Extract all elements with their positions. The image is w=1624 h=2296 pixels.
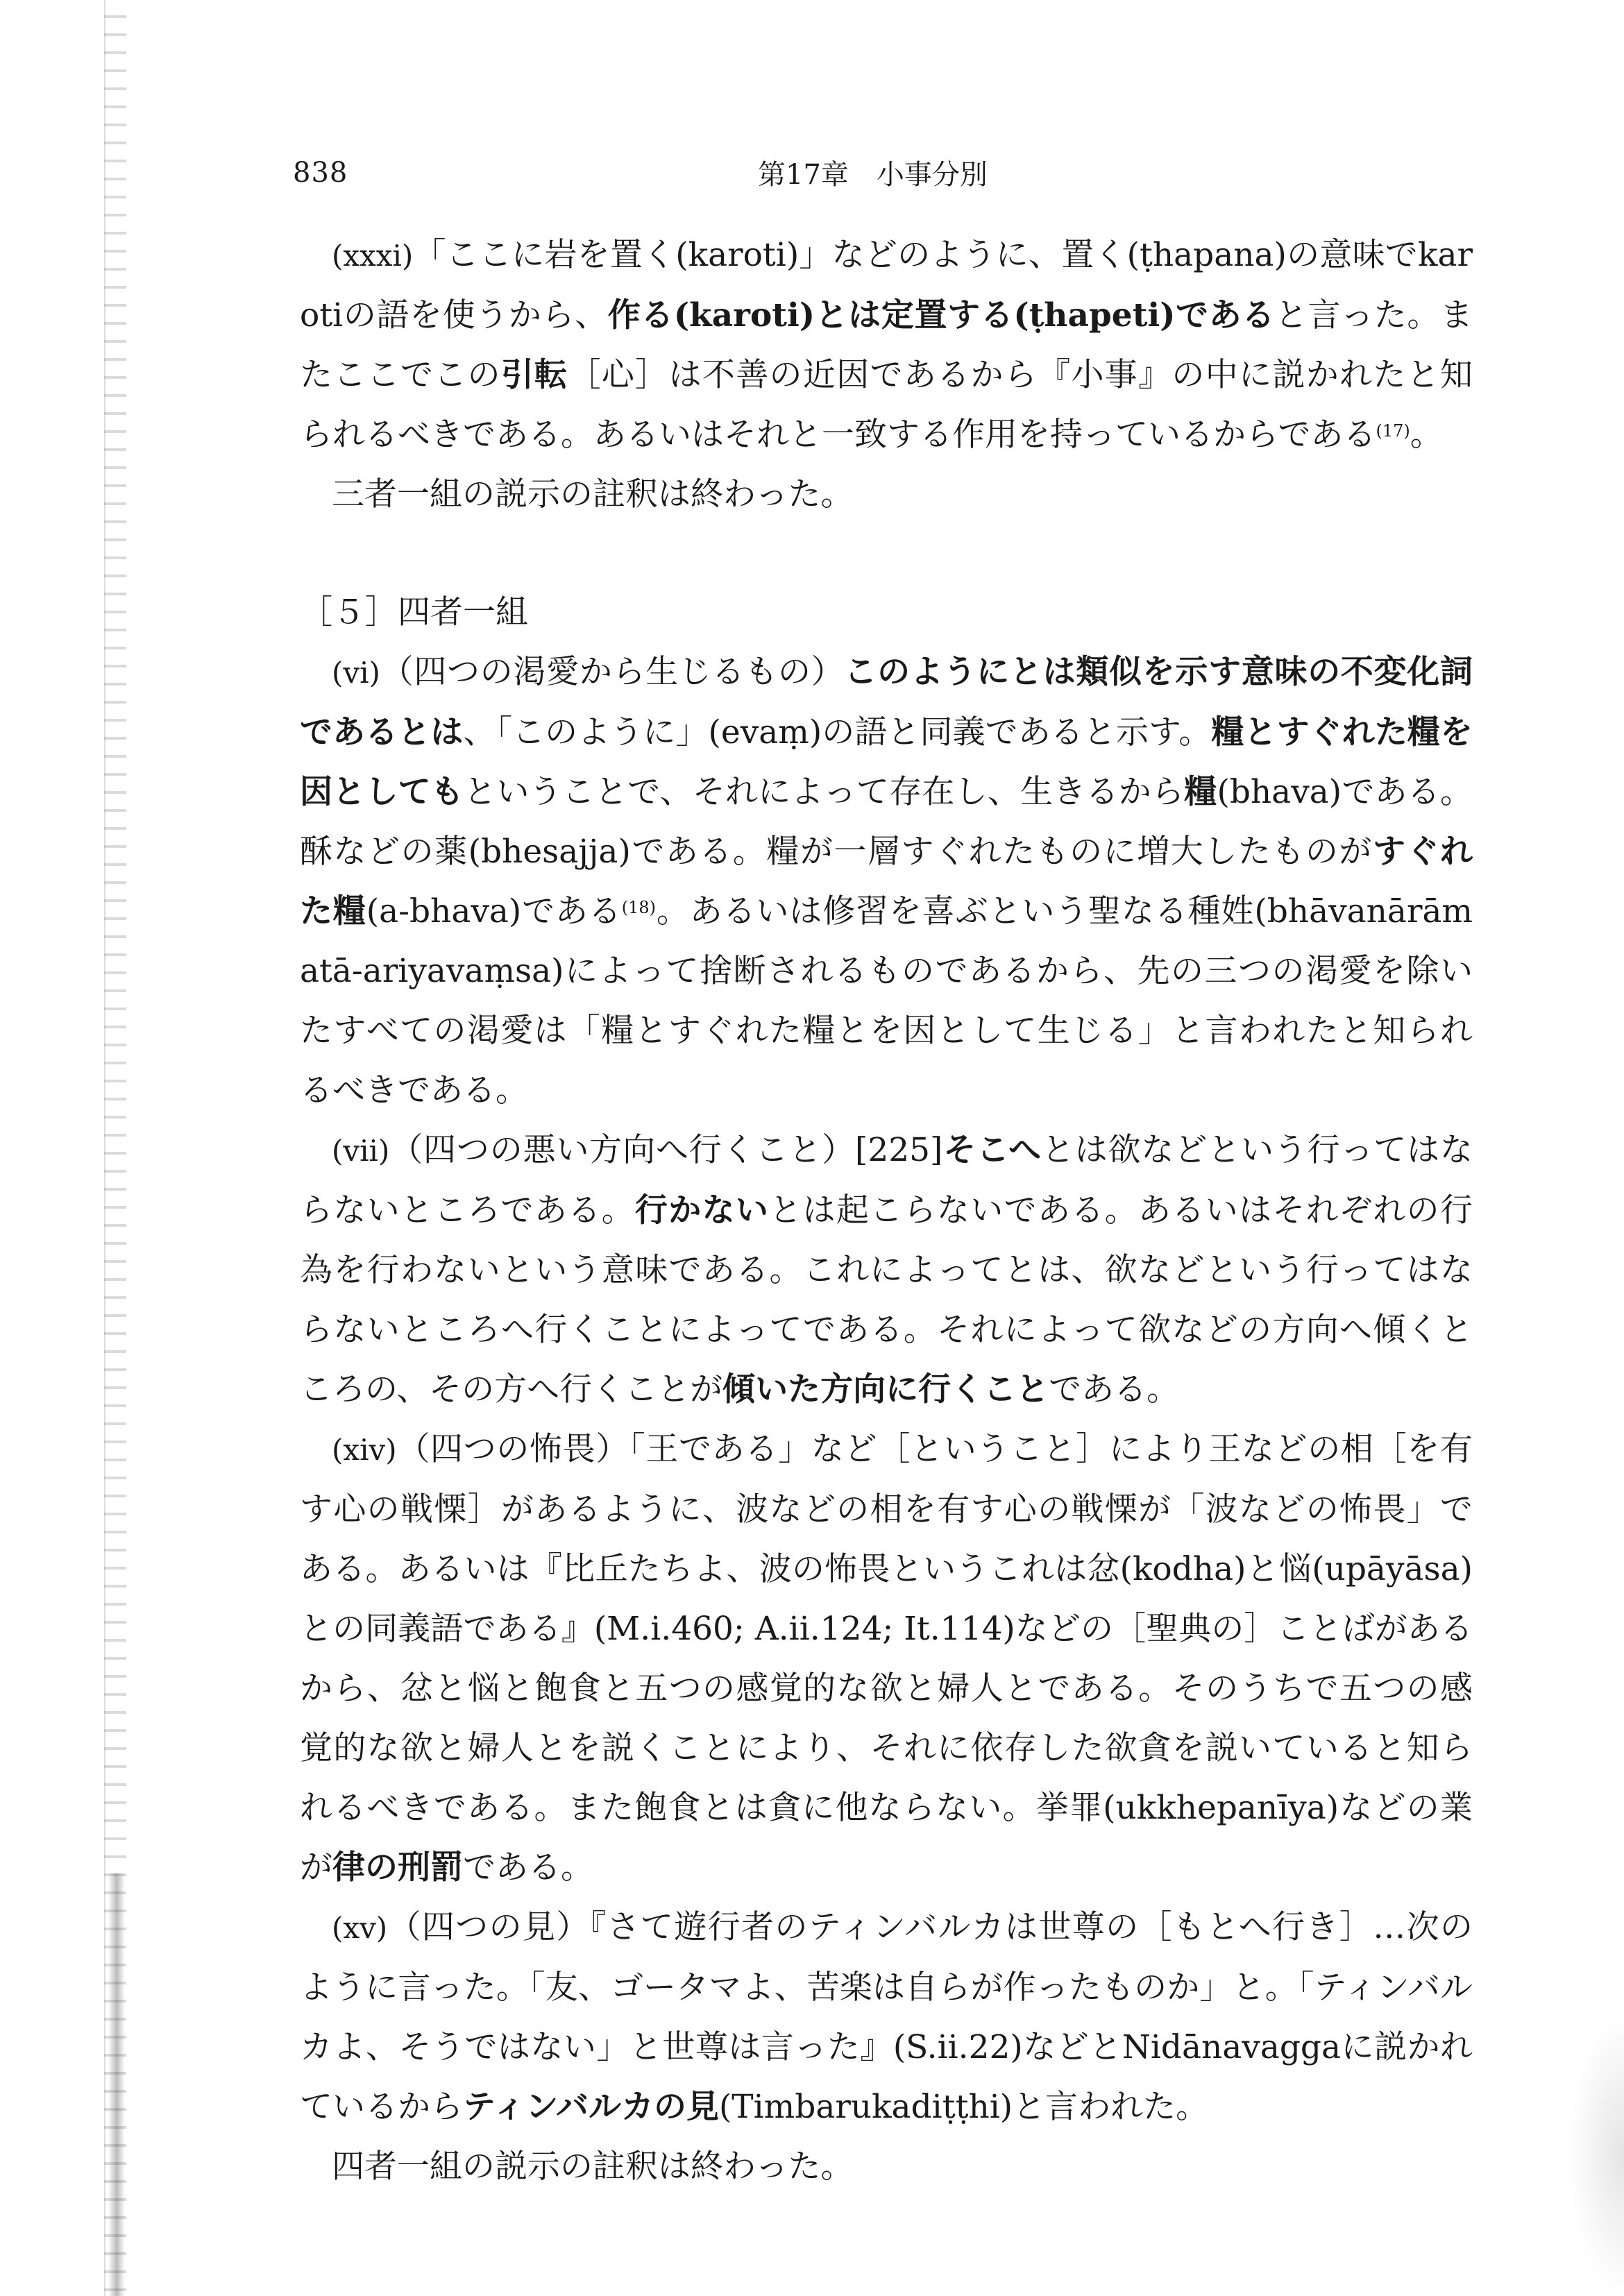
text-run: ということで、それによって存在し、生きるから (464, 773, 1185, 811)
paragraph-vii (300, 1121, 1473, 1420)
bold-term: (ṭhapeti) (1013, 296, 1176, 334)
text-run: とは起こらないである。あるいはそれぞれの行為を行わないという意味である。これによってとは、欲などという行ってはならないところへ行くことによってである。それによって欲などの方向へ傾くところの、その方へ行くことが (300, 1191, 1473, 1409)
bold-term: 律の刑罰 (332, 1848, 463, 1887)
text-run: (a-bhava)である (366, 892, 622, 930)
bold-term: 糧 (1184, 773, 1217, 811)
paragraph-xiv (300, 1420, 1473, 1898)
footnote-ref[interactable]: (18) (621, 898, 656, 917)
scan-right-noise (1568, 2012, 1624, 2296)
text-run: である。 (463, 1848, 593, 1887)
paragraph-label: (xv) (332, 1911, 388, 1945)
paragraph-xxxi (300, 226, 1473, 465)
bold-term: 糧とすぐれた糧を因としても (300, 713, 1473, 811)
text-run: とは欲などという行ってはならないところである。 (300, 1131, 1473, 1230)
bold-term: 作る (607, 296, 674, 334)
bold-term: である (1175, 296, 1275, 334)
text-run: （四つの怖畏）「王である」など［ということ］により王などの相［を有す心の戦慄］があるように、波などの相を有す心の戦慄が「波などの怖畏」である。あるいは『比丘たちよ、波の怖畏というこれは忿(kodha)と悩(upāyāsa)との同義語である』(M.i.460; A.ii.124; It.114)などの［聖典の］ことばがあるから、忿と悩と飽食と五つの感覚的な欲と婦人とである。そのうちで五つの感覚的な欲と婦人とを説くことにより、それに依存した欲貪を説いていると知られるべきである。また飽食とは貪に他ならない。挙罪(ukkhepanīya)などの業が (300, 1430, 1473, 1887)
text-run: （四つの見）『さて遊行者のティンバルカは世尊の［もとへ行き］…次のように言った。「友、ゴータマよ、苦楽は自らが作ったものか」と。「ティンバルカよ、そうではない」と世尊は言った』(S.ii.22)などとNidānavaggaに説かれているから (300, 1908, 1473, 2126)
section-heading: ［５］四者一組 (300, 593, 528, 631)
text-run: 。あるいは修習を喜ぶという聖なる種姓(bhāvanārāmatā-ariyavaṃsa)によって捨断されるものであるから、先の三つの渇愛を除いたすべての渇愛は「糧とすぐれた糧とを因として生じる」と言われたと知られるべきである。 (300, 892, 1473, 1109)
footnote-ref[interactable]: (17) (1376, 421, 1410, 441)
closing-line-triads: 三者一組の説示の註釈は終わった。 (332, 475, 854, 513)
text-run: 。 (1410, 416, 1443, 454)
running-head: 第17章 小事分別 (758, 159, 988, 191)
bold-term: とは定置する (815, 296, 1014, 334)
paragraph-label: (xiv) (332, 1433, 397, 1467)
text-run: ［心］は不善の近因であるから『小事』の中に説かれたと知られるべきである。あるいはそれと一致する作用を持っているからである (300, 356, 1473, 454)
paragraph-vi (300, 643, 1473, 1121)
text-run: (Timbarukadiṭṭhi)と言われた。 (718, 2088, 1209, 2126)
bold-term: 行かない (634, 1191, 770, 1230)
bold-term: そこへ (942, 1131, 1042, 1169)
text-run: （四つの悪い方向へ行くこと）[225] (389, 1131, 943, 1169)
text-run: （四つの渇愛から生じるもの） (380, 653, 845, 691)
bold-term: すぐれた糧 (300, 833, 1473, 930)
bold-term: ティンバルカの見 (463, 2088, 719, 2126)
text-run: 、「このように」(evaṃ)の語と同義であると示す。 (463, 713, 1212, 751)
page-header (0, 157, 1624, 198)
paragraph-label: (xxxi) (332, 239, 414, 273)
text-run: と言った。またここでこの (300, 296, 1473, 394)
text-run: 「ここに岩を置く(karoti)」などのように、置く(ṭhapana)の意味でkarotiの語を使うから、 (300, 236, 1473, 334)
bold-term: 引転 (500, 356, 568, 394)
paragraph-label: (vii) (332, 1134, 390, 1168)
text-run: である。 (1049, 1370, 1180, 1409)
page-number: 838 (293, 157, 348, 189)
bold-term: このようにとは類似を示す意味の不変化詞であるとは (300, 653, 1473, 751)
paragraph-xv (300, 1898, 1473, 2137)
text-run: (bhava)である。酥などの薬(bhesajja)である。糧が一層すぐれたものに増大したものが (300, 773, 1473, 871)
bold-term: (karoti) (673, 296, 815, 334)
paragraph-label: (vi) (332, 656, 380, 690)
scan-binding-shadow (108, 1873, 125, 2296)
closing-line-tetrads: 四者一組の説示の註釈は終わった。 (332, 2148, 854, 2186)
bold-term: 傾いた方向に行くこと (722, 1370, 1049, 1409)
page-body (300, 226, 1473, 2197)
section-gap (300, 525, 1473, 583)
